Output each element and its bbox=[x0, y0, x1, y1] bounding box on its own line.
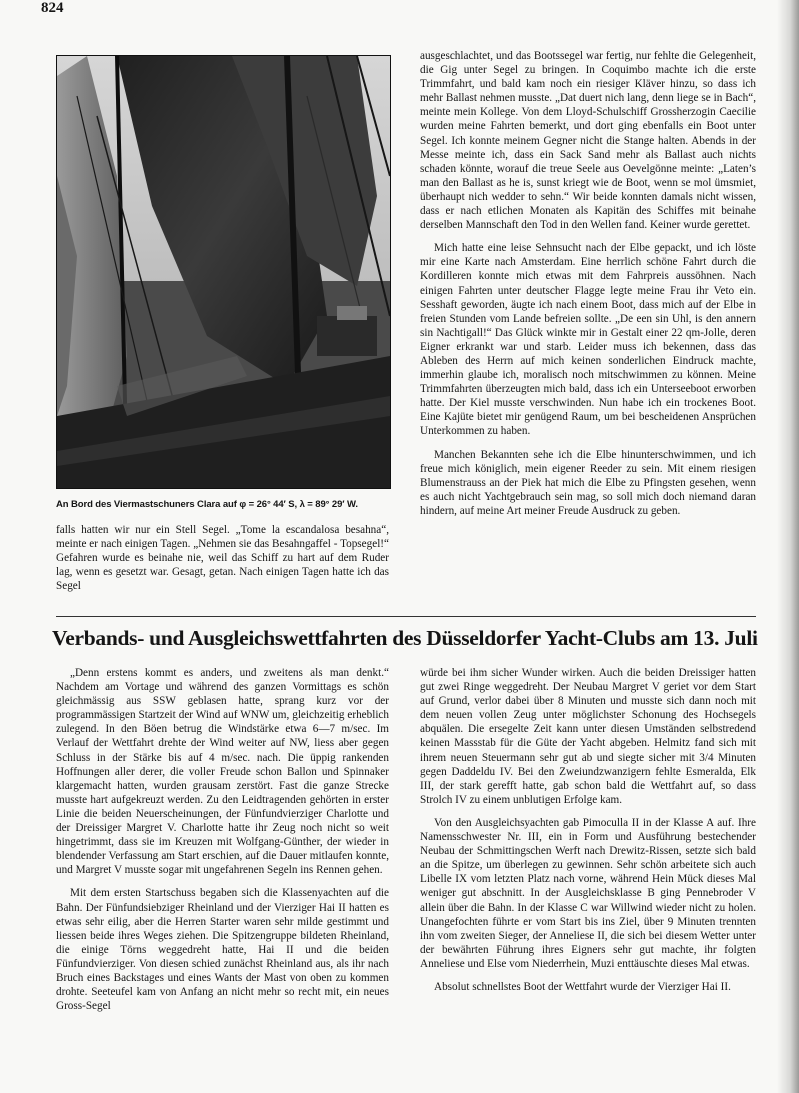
article-headline: Verbands- und Ausgleichswettfahrten des Düsseldorfer Yacht-Clubs am 13. Juli bbox=[52, 626, 758, 650]
article-column-top-right bbox=[420, 49, 756, 518]
paragraph: Manchen Bekannten sehe ich die Elbe hinunterschwimmen, und ich freue mich königlich, mein eigener Reeder zu sein. Mit einem riesigen Blumenstrauss an der Piek hat mich die Elbe zu Pfingsten gesehen, wenn es auch nicht Yachtgebrauch sein mag, so soll mich doch niemand daran hindern, auf meine Art meiner Freude Ausdruck zu geben. bbox=[420, 448, 756, 517]
paragraph: „Denn erstens kommt es anders, und zweitens als man denkt.“ Nachdem am Vortage und während des ganzen Vormittags es schön gleichmässig aus SSW geblasen hatte, sprang kurz vor der programmässigen Startzeit der Wind auf WNW um, gleichzeitig erheblich zulegend. In den Böen betrug die Windstärke etwa 6—7 m/sec. Im Verlauf der Wettfahrt drehte der Wind weiter auf NW, liess aber gegen Schluss in der Stärke bis auf 4 m/sec. nach. Die üppig rankenden Hoffnungen aller derer, die voller Freude schon Ballon und Spinnaker klargemacht hatten, wurden grausam zerstört. Fast die ganze Strecke musste hart aufgekreuzt werden. Zu den Leidtragenden gehörten in erster Linie die beiden Neuerscheinungen, der Fünfundvierziger Charlotte und der Dreissiger Margret V. Charlotte hatte ihr Zeug noch nicht so weit hingetrimmt, dass sie im Kreuzen mit Wolfgang-Günther, der wieder in blendender Verfassung am Start erschien, auf die Dauer mitlaufen konnte, und Margret V musste sogar mit ungefahrenen Segeln ins Rennen gehen. bbox=[56, 667, 389, 877]
photo-illustration bbox=[57, 56, 390, 488]
paragraph: würde bei ihm sicher Wunder wirken. Auch die beiden Dreissiger hatten gut zwei Ringe weggedreht. Der Neubau Margret V geriet vor dem Start auf Grund, verlor dabei über 8 Minuten und musste sich dann noch mit dem neuen vollen Zeug unter möglichster Schonung des Hochsegels abquälen. Die ersegelte Zeit kann unter diesen Umständen selbstredend keinen Massstab für die Güte der Yacht abgeben. Helmitz fand sich mit ihrem neuen Steuermann sehr gut ab und siegte sicher mit 3/4 Minuten gegen Daddeldu IV. Bei den Zweiundzwanzigern fehlte Esmeralda, Elk III, der stark gerefft hatte, gab schon bald die Wettfahrt auf, so dass Strolch IV zu einem unblutigen Erfolge kam. bbox=[420, 667, 756, 806]
section-divider bbox=[56, 616, 756, 617]
paragraph: Von den Ausgleichsyachten gab Pimoculla II in der Klasse A auf. Ihre Namensschwester Nr. III, ein in Form und Ausführung bestechender Neubau der Schmittingschen Werft nach Drewitz-Rissen, setzte sich bald an die Spitze, um überlegen zu gewinnen. Sehr schön arbeitete sich auch Libelle IX vom letzten Platz nach vorne, während Hein Mück dieses Mal weniger gut abschnitt. In der Ausgleichsklasse B ging Pennebroder V allein über die Bahn. In der Klasse C war Willwind wieder nicht zu holen. Unangefochten führte er vom Start bis ins Ziel, über 9 Minuten trennten ihn vom zweiten Sieger, der Anneliese II, die sich bei diesem Wetter unter der bewährten Führung ihres Eigners sehr gut machte, ihr folgten Anneliese und Else vom Niederrhein, Muzi enttäuschte dieses Mal etwas. bbox=[420, 816, 756, 970]
paragraph: falls hatten wir nur ein Stell Segel. „Tome la escandalosa besahna“, meinte er nach einigen Tagen. „Nehmen sie das Besahngaffel - Topsegel!“ Gefahren wurde es beinahe nie, weil das Schiff zu hart auf dem Ruder lag, wenn es gesetzt war. Gesagt, getan. Nach einigen Tagen hatte ich das Segel bbox=[56, 524, 389, 593]
page-number: 824 bbox=[41, 0, 64, 16]
article-column-bottom-left bbox=[56, 666, 389, 1013]
page-edge-shadow bbox=[777, 0, 799, 1093]
paragraph: ausgeschlachtet, und das Bootssegel war fertig, nur fehlte die Gelegenheit, die Gig unter Segel zu bringen. In Coquimbo machte ich die erste Trimmfahrt, und bald kam noch ein riesiger Kläver hinzu, so dass ich mehr Ballast nehmen musste. „Dat duert nich lang, denn liege se in Bach“, meinte mein Kollege. Von dem Lloyd-Schulschiff Grossherzogin Caecilie wurden meine Fahrten bemerkt, und dort ging ebenfalls ein Boot unter Segel. Ich konnte meinem Gegner nicht die Stange halten. Abends in der Messe meinte ich, dass ein Sack Sand mehr als Ballast auch nichts schaden könnte, worauf die treue Seele aus Oevelgönne meinte: „Laten’s man den Ballast as he is, sunst kriegt wie de Boot, wenn se mol ümsmiet, überhaupt nich wedder to sehn.“ Wir beide konnten damals nicht wissen, dass er nach etlichen Monaten als Kapitän des Schiffes mit beinahe derselben Mannschaft den Tod in den Wellen fand. Keiner wurde gerettet. bbox=[420, 50, 756, 232]
paragraph: Mich hatte eine leise Sehnsucht nach der Elbe gepackt, und ich löste mir eine Karte nach Amsterdam. Eine herrlich schöne Fahrt durch die Kordilleren konnte mich etwas mit dem Fahrpreis aussöhnen. Nach einigen Fahrten unter deutscher Flagge legte meine Frau ihr Veto ein. Sesshaft geworden, äugte ich nach einem Boot, dass mich auf der Elbe in freien Stunden vom Lande befreien sollte. „De een sin Uhl, is den annern sin Nachtigall!“ Das Glück winkte mir in Gestalt einer 22 qm-Jolle, deren Eigner erkrankt war und starb. Leider muss ich bekennen, dass das Ableben des Herrn auf mich keinen sonderlichen Eindruck machte, immerhin glaube ich, moralisch noch mitschwimmen zu können. Meine Trimmfahrten überzeugten mich bald, dass ich ein Unterseeboot erworben hatte. Der Kiel musste verschwinden. Nun habe ich ein trockenes Boot. Eine Kajüte bietet mir genügend Raum, um bei bescheidenen Ansprüchen Unterkommen zu haben. bbox=[420, 242, 756, 438]
article-column-top-left bbox=[56, 523, 389, 593]
sailing-ship-photo bbox=[56, 55, 391, 489]
article-column-bottom-right bbox=[420, 666, 756, 994]
paragraph: Mit dem ersten Startschuss begaben sich die Klassenyachten auf die Bahn. Der Fünfundsiebziger Rheinland und der Vierziger Hai II hatten es etwas sehr eilig, aber die Herren Starter waren sehr milde gestimmt und liessen beide ihres Weges ziehen. Die Spitzengruppe bildeten Rheinland, die einige Törns weggedreht hatte, Hai II und die beiden Fünfundvierziger. Von diesen schied zunächst Rheinland aus, als ihr nach Bruch eines Backstages und eines Wants der Mast von oben zu kommen drohte. Seeteufel kam von Anfang an nicht mehr so recht mit, ein neues Gross-Segel bbox=[56, 887, 389, 1013]
photo-caption: An Bord des Viermastschuners Clara auf φ = 26° 44′ S, λ = 89° 29′ W. bbox=[56, 499, 358, 510]
paragraph: Absolut schnellstes Boot der Wettfahrt wurde der Vierziger Hai II. bbox=[434, 980, 731, 993]
